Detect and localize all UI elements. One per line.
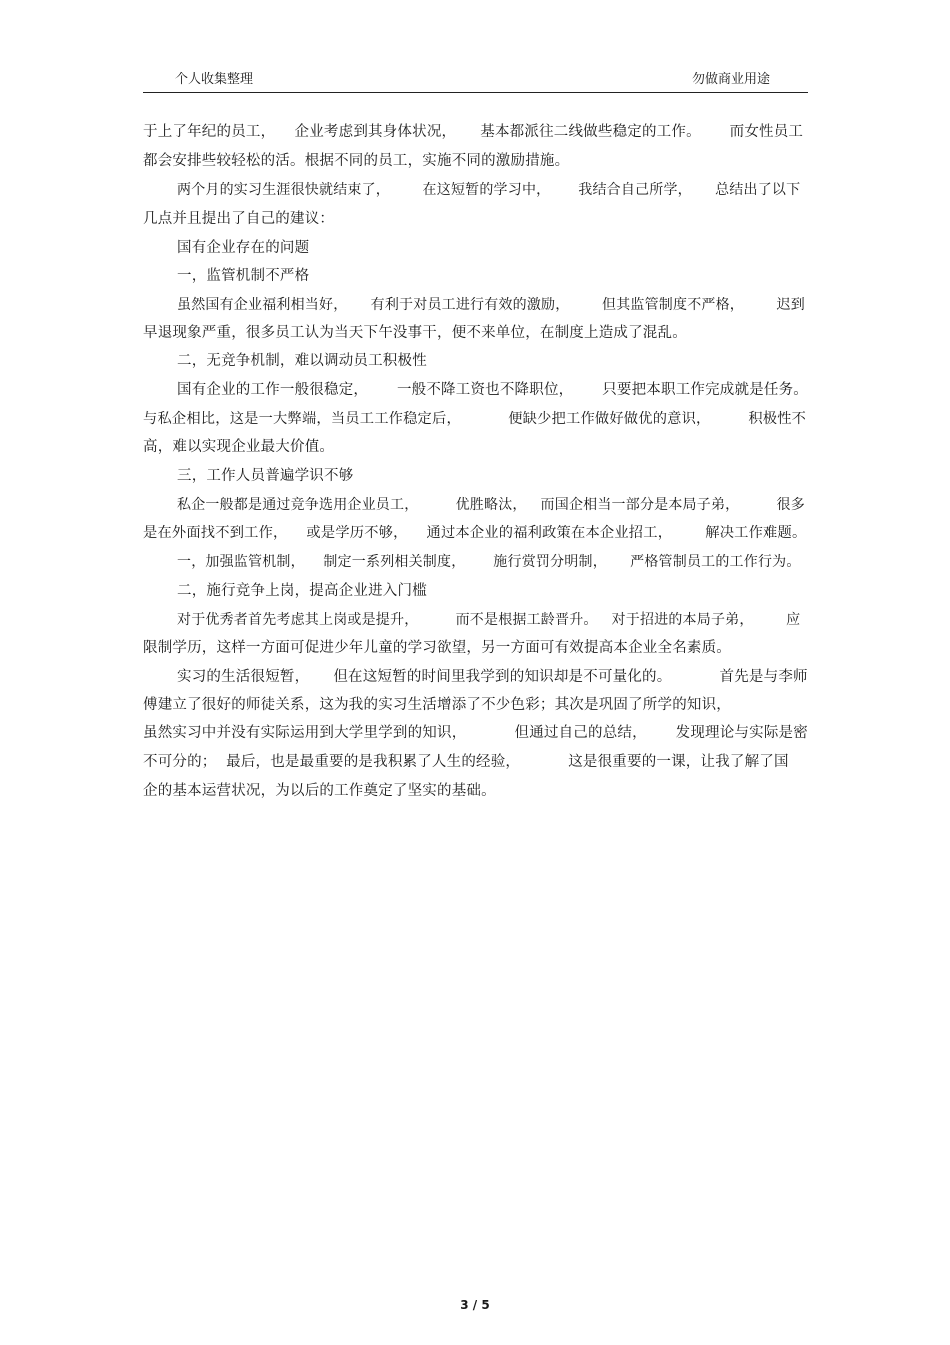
page-number: 3 / 5 bbox=[460, 1298, 490, 1312]
text-line: 几点并且提出了自己的建议： bbox=[143, 211, 335, 227]
header-left-text: 个人收集整理 bbox=[175, 72, 254, 87]
header-divider bbox=[143, 92, 808, 93]
text-line: 两个月的实习生涯很快就结束了， 在这短暂的学习中， 我结合自己所学， 总结出了以下 bbox=[177, 182, 801, 198]
text-line: 一，监管机制不严格 bbox=[177, 268, 310, 284]
text-line: 虽然实习中并没有实际运用到大学里学到的知识， 但通过自己的总结， 发现理论与实际是密 bbox=[143, 725, 808, 741]
text-line: 不可分的； 最后，也是最重要的是我积累了人生的经验， 这是很重要的一课，让我了解了国 bbox=[143, 754, 789, 770]
text-line: 实习的生活很短暂， 但在这短暂的时间里我学到的知识却是不可量化的。 首先是与李师 bbox=[177, 669, 808, 685]
text-line: 于上了年纪的员工， 企业考虑到其身体状况， 基本都派往二线做些稳定的工作。 而女性员工 bbox=[143, 124, 804, 140]
text-line: 三，工作人员普遍学识不够 bbox=[177, 468, 354, 484]
text-line: 限制学历，这样一方面可促进少年儿童的学习欲望，另一方面可有效提高本企业全名素质。 bbox=[143, 640, 731, 656]
text-line: 早退现象严重，很多员工认为当天下午没事干，便不来单位，在制度上造成了混乱。 bbox=[143, 325, 687, 341]
header-right-text: 勿做商业用途 bbox=[692, 72, 771, 87]
text-line: 高，难以实现企业最大价值。 bbox=[143, 439, 335, 455]
text-line: 都会安排些较轻松的活。根据不同的员工，实施不同的激励措施。 bbox=[143, 153, 570, 169]
text-line: 对于优秀者首先考虑其上岗或是提升， 而不是根据工龄晋升。 对于招进的本局子弟， 应 bbox=[177, 612, 801, 628]
text-line: 国有企业存在的问题 bbox=[177, 240, 310, 256]
text-line: 一，加强监管机制， 制定一系列相关制度， 施行赏罚分明制， 严格管制员工的工作行为。 bbox=[177, 554, 801, 570]
text-line: 与私企相比，这是一大弊端，当员工工作稳定后， 便缺少把工作做好做优的意识， 积极性不 bbox=[143, 411, 807, 427]
text-line: 是在外面找不到工作， 或是学历不够， 通过本企业的福利政策在本企业招工， 解决工作难题。 bbox=[143, 525, 807, 541]
text-line: 虽然国有企业福利相当好， 有利于对员工进行有效的激励， 但其监管制度不严格， 迟到 bbox=[177, 297, 805, 313]
text-line: 国有企业的工作一般很稳定， 一般不降工资也不降职位， 只要把本职工作完成就是任务。 bbox=[177, 382, 809, 398]
text-line: 二，无竞争机制，难以调动员工积极性 bbox=[177, 353, 427, 369]
text-line: 企的基本运营状况，为以后的工作奠定了坚实的基础。 bbox=[143, 783, 496, 799]
text-line: 傅建立了很好的师徒关系，这为我的实习生活增添了不少色彩；其次是巩固了所学的知识， bbox=[143, 697, 731, 713]
text-line: 私企一般都是通过竞争选用企业员工， 优胜略汰， 而国企相当一部分是本局子弟， 很多 bbox=[177, 497, 805, 513]
text-line: 二，施行竞争上岗，提高企业进入门槛 bbox=[177, 583, 427, 599]
